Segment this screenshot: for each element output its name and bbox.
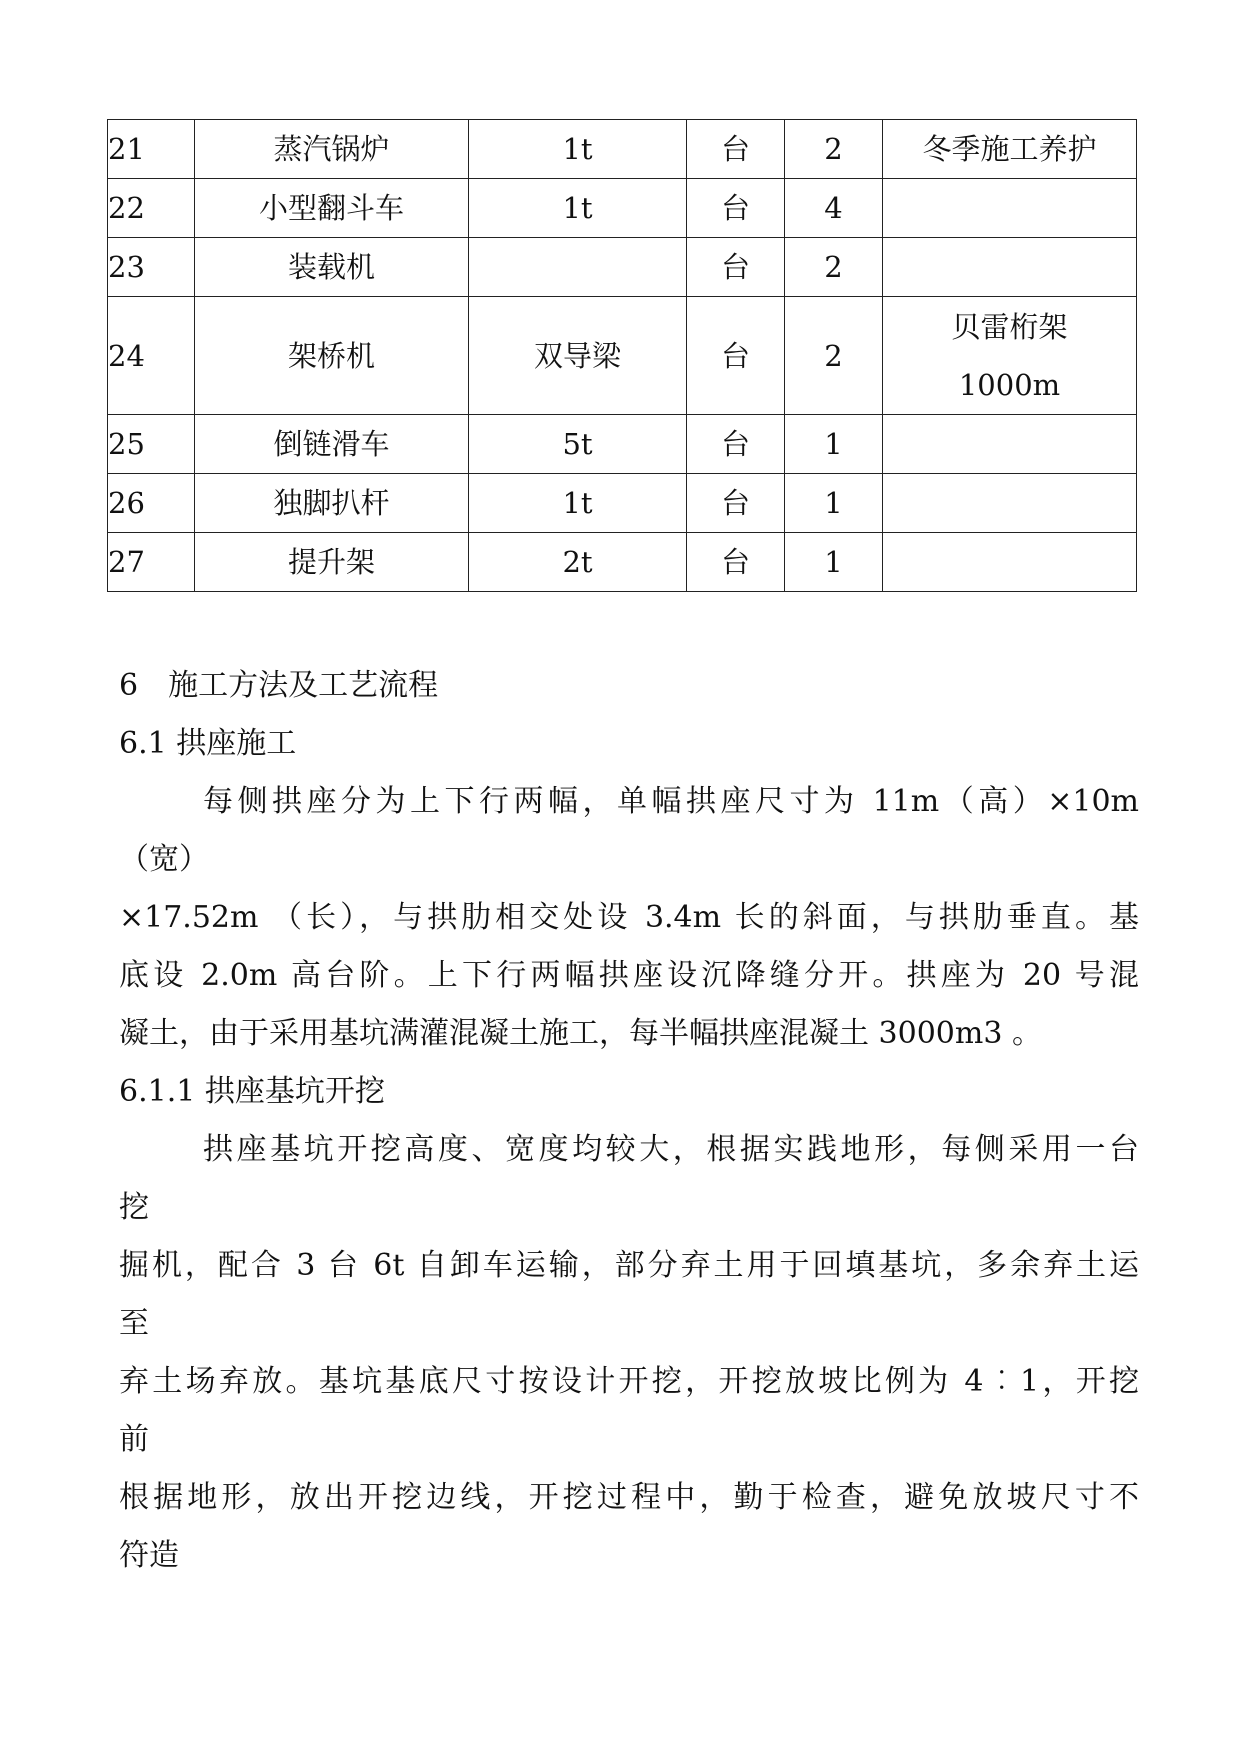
spec-cell: 1t [469,179,687,238]
table-row [108,474,1137,533]
equipment-table-body [108,120,1137,592]
row-number-cell: 23 [108,238,195,297]
equipment-name-cell: 提升架 [195,533,469,592]
note-cell [883,474,1137,533]
note-cell [883,120,1137,179]
paragraph-line: ×17.52m （长），与拱肋相交处设 3.4m 长的斜面，与拱肋垂直。基 [119,900,1139,935]
quantity-cell: 4 [785,179,883,238]
note-line: 1000m [958,367,1061,402]
quantity-cell: 1 [785,474,883,533]
row-number-cell: 24 [108,297,195,415]
note-cell [883,297,1137,415]
note-cell [883,533,1137,592]
section-heading: 6 施工方法及工艺流程 [119,668,439,703]
equipment-name-cell: 架桥机 [195,297,469,415]
table-row [108,179,1137,238]
unit-cell: 台 [687,120,785,179]
table-row [108,238,1137,297]
note-line: 贝雷桁架 [951,309,1068,344]
spec-cell: 2t [469,533,687,592]
paragraph-line: 符造 [119,1538,179,1573]
row-number-cell: 22 [108,179,195,238]
equipment-name-cell: 装载机 [195,238,469,297]
unit-cell: 台 [687,533,785,592]
table-row [108,120,1137,179]
paragraph-line: 拱座基坑开挖高度、宽度均较大，根据实践地形，每侧采用一台 [203,1132,1139,1167]
note-cell [883,238,1137,297]
unit-cell: 台 [687,238,785,297]
row-number-cell: 25 [108,415,195,474]
subsection-heading-6-1-1: 6.1.1 拱座基坑开挖 [119,1074,385,1109]
table-row [108,415,1137,474]
equipment-table [107,119,1137,592]
paragraph-line: （宽） [119,842,209,877]
spec-cell: 1t [469,120,687,179]
unit-cell: 台 [687,297,785,415]
paragraph-line: 弃土场弃放。基坑基底尺寸按设计开挖，开挖放坡比例为 4︰1，开挖 [119,1364,1139,1399]
quantity-cell: 2 [785,297,883,415]
unit-cell: 台 [687,179,785,238]
note-cell [883,179,1137,238]
note-line: 冬季施工养护 [922,132,1097,166]
spec-cell: 1t [469,474,687,533]
subsection-heading-6-1: 6.1 拱座施工 [119,726,297,761]
table-row [108,533,1137,592]
equipment-name-cell: 小型翻斗车 [195,179,469,238]
section-text [119,657,1139,1585]
note-cell [883,415,1137,474]
row-number-cell: 21 [108,120,195,179]
equipment-name-cell: 蒸汽锅炉 [195,120,469,179]
spec-cell: 双导梁 [469,297,687,415]
paragraph-line: 每侧拱座分为上下行两幅，单幅拱座尺寸为 11m（高）×10m [203,784,1139,819]
row-number-cell: 26 [108,474,195,533]
equipment-name-cell: 独脚扒杆 [195,474,469,533]
spec-cell [469,238,687,297]
equipment-name-cell: 倒链滑车 [195,415,469,474]
spec-cell: 5t [469,415,687,474]
paragraph-line: 挖 [119,1190,149,1225]
row-number-cell: 27 [108,533,195,592]
paragraph-line: 凝土，由于采用基坑满灌混凝土施工，每半幅拱座混凝土 3000m3 。 [119,1016,1042,1051]
unit-cell: 台 [687,474,785,533]
unit-cell: 台 [687,415,785,474]
paragraph-line: 至 [119,1306,149,1341]
paragraph-line: 前 [119,1422,149,1457]
paragraph-line: 根据地形，放出开挖边线，开挖过程中，勤于检查，避免放坡尺寸不 [119,1480,1139,1515]
paragraph-line: 掘机，配合 3 台 6t 自卸车运输，部分弃土用于回填基坑，多余弃土运 [119,1248,1139,1283]
paragraph-line: 底设 2.0m 高台阶。上下行两幅拱座设沉降缝分开。拱座为 20 号混 [119,958,1139,993]
quantity-cell: 1 [785,415,883,474]
quantity-cell: 2 [785,120,883,179]
table-row [108,297,1137,415]
quantity-cell: 1 [785,533,883,592]
quantity-cell: 2 [785,238,883,297]
